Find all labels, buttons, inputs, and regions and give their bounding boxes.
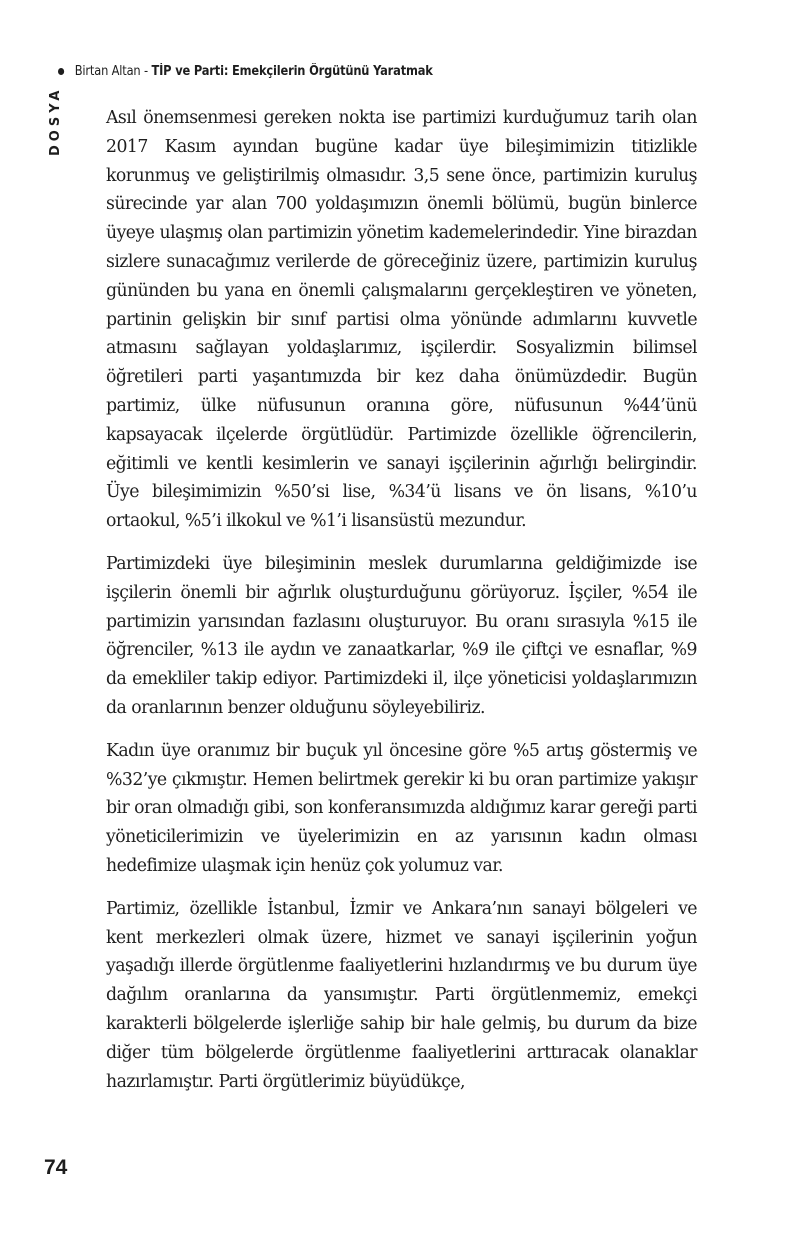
- paragraph: Asıl önemsenmesi gereken nokta ise partimizi kurduğumuz tarih olan 2017 Kasım ayından bugüne kadar üye bileşimimizin titizlikle korunmuş ve geliştirilmiş olmasıdır. 3,5 sene önce, partimizin kuruluş sürecinde yar alan 700 yoldaşımızın önemli bölümü, bugün binlerce üyeye ulaşmış olan partimizin yönetim kademelerindedir. Yine birazdan sizlere sunacağımız verilerde de göreceğiniz üzere, partimizin kuruluş gününden bu yana en önemli çalışmalarını gerçekleştiren ve yöneten, partinin gelişkin bir sınıf partisi olma yönünde adımlarını kuvvetle atmasını sağlayan yoldaşlarımız, işçilerdir. Sosyalizmin bilimsel öğretileri parti yaşantımızda bir kez daha önümüzdedir. Bugün partimiz, ülke nüfusunun oranına göre, nüfusunun %44’ünü kapsayacak ilçelerde örgütlüdür. Partimizde özellikle öğrencilerin, eğitimli ve kentli kesimlerin ve sanayi işçilerinin ağırlığı belirgindir. Üye bileşimimizin %50’si lise, %34’ü lisans ve ön lisans, %10’u ortaokul, %5’i ilkokul ve %1’i lisansüstü mezundur.: [106, 108, 697, 532]
- paragraph: Kadın üye oranımız bir buçuk yıl öncesine göre %5 artış göstermiş ve %32’ye çıkmıştır. Hemen belirtmek gerekir ki bu oran partimize yakışır bir oran olmadığı gibi, son konferansımızda aldığımız karar gereği parti yöneticilerimizin ve üyelerimizin en az yarısının kadın olması hedefimize ulaşmak için henüz çok yolumuz var.: [106, 740, 697, 876]
- section-label: DOSYA: [48, 86, 63, 156]
- running-head: [58, 64, 433, 79]
- running-head-author: Birtan Altan: [74, 64, 141, 79]
- body-text: [106, 104, 697, 1110]
- page-number: 74: [44, 1156, 68, 1179]
- paragraph: Partimizdeki üye bileşiminin meslek durumlarına geldiğimizde ise işçilerin önemli bir ağırlık oluşturduğunu görüyoruz. İşçiler, %54 ile partimizin yarısından fazlasını oluşturuyor. Bu oranı sırasıyla %15 ile öğrenciler, %13 ile aydın ve zanaatkarlar, %9 ile çiftçi ve esnaflar, %9 da emekliler takip ediyor. Partimizdeki il, ilçe yöneticisi yoldaşlarımızın da oranlarının benzer olduğunu söyleyebiliriz.: [106, 553, 697, 718]
- bullet-icon: [58, 68, 64, 75]
- paragraph: Partimiz, özellikle İstanbul, İzmir ve Ankara’nın sanayi bölgeleri ve kent merkezleri olmak üzere, hizmet ve sanayi işçilerinin yoğun yaşadığı illerde örgütlenme faaliyetlerini hızlandırmış ve bu durum üye dağılım oranlarına da yansımıştır. Parti örgütlenmemiz, emekçi karakterli bölgelerde işlerliğe sahip bir hale gelmiş, bu durum da bize diğer tüm bölgelerde örgütlenme faaliyetlerini arttıracak olanaklar hazırlamıştır. Parti örgütlerimiz büyüdükçe,: [106, 898, 697, 1092]
- running-head-title: TİP ve Parti: Emekçilerin Örgütünü Yaratmak: [151, 64, 433, 79]
- running-head-separator: -: [143, 64, 148, 79]
